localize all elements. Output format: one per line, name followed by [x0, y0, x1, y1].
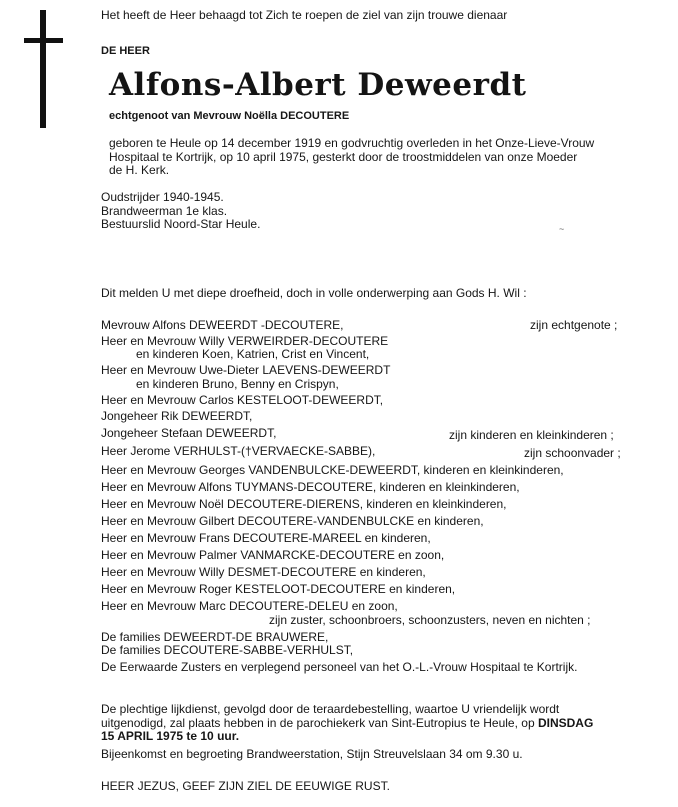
mourner-relation: zijn echtgenote ; — [530, 318, 618, 332]
mourner-line: Mevrouw Alfons DEWEERDT -DECOUTERE, — [101, 318, 344, 332]
family-line: De families DEWEERDT-DE BRAUWERE, — [101, 630, 329, 644]
mourner-line: Heer en Mevrouw Carlos KESTELOOT-DEWEERDT, — [101, 393, 384, 407]
birth-death-line: Hospitaal te Kortrijk, op 10 april 1975, gesterkt door de troostmiddelen van onze Moeder — [109, 149, 578, 164]
service-line: uitgenodigd, zal plaats hebben in de parochiekerk van Sint-Eutropius te Heule, op DINSDAG — [101, 715, 594, 730]
mourner-line: Heer en Mevrouw Noël DECOUTERE-DIERENS, kinderen en kleinkinderen, — [101, 497, 507, 511]
cross-icon-bar — [24, 38, 63, 43]
mourner-line: Heer en Mevrouw Alfons TUYMANS-DECOUTERE, kinderen en kleinkinderen, — [101, 480, 520, 494]
role-item: Bestuurslid Noord-Star Heule. — [101, 217, 261, 231]
mourner-line: Jongeheer Rik DEWEERDT, — [101, 409, 253, 423]
mourner-relation: zijn schoonvader ; — [524, 446, 621, 460]
relatives-line: zijn zuster, schoonbroers, schoonzusters, neven en nichten ; — [269, 613, 591, 627]
mourner-line: Heer en Mevrouw Roger KESTELOOT-DECOUTERE en kinderen, — [101, 582, 456, 596]
birth-death-line: de H. Kerk. — [109, 163, 170, 177]
deceased-name: Alfons-Albert Deweerdt — [109, 67, 527, 103]
mourner-line: en kinderen Bruno, Benny en Crispyn, — [136, 377, 339, 391]
mourner-line: Heer Jerome VERHULST-(†VERVAECKE-SABBE), — [101, 444, 376, 458]
role-item: Oudstrijder 1940-1945. — [101, 190, 224, 204]
mourner-line: Heer en Mevrouw Frans DECOUTERE-MAREEL en kinderen, — [101, 531, 431, 545]
spouse-line: echtgenoot van Mevrouw Noëlla DECOUTERE — [109, 110, 350, 122]
service-line: De plechtige lijkdienst, gevolgd door de teraardebestelling, waartoe U vriendelijk wordt — [101, 702, 560, 716]
birth-death-line: geboren te Heule op 14 december 1919 en godvruchtig overleden in het Onze-Lieve-Vrouw — [109, 136, 595, 150]
closing-prayer: HEER JEZUS, GEEF ZIJN ZIEL DE EEUWIGE RUST. — [101, 779, 390, 793]
service-day: DINSDAG — [537, 715, 594, 730]
cross-icon — [40, 10, 46, 128]
mourner-line: Jongeheer Stefaan DEWEERDT, — [101, 426, 277, 440]
mourner-line: Heer en Mevrouw Willy DESMET-DECOUTERE en kinderen, — [101, 565, 426, 579]
title-prefix: DE HEER — [101, 45, 150, 57]
gathering-line: Bijeenkomst en begroeting Brandweerstation, Stijn Streuvelslaan 34 om 9.30 u. — [101, 747, 523, 761]
mourner-line: en kinderen Koen, Katrien, Crist en Vincent, — [136, 347, 370, 361]
service-date: 15 APRIL 1975 te 10 uur. — [101, 729, 240, 743]
role-item: Brandweerman 1e klas. — [101, 203, 228, 218]
mourner-relation: zijn kinderen en kleinkinderen ; — [449, 428, 614, 442]
mourner-line: Heer en Mevrouw Uwe-Dieter LAEVENS-DEWEERDT — [101, 363, 391, 377]
intro-text: Het heeft de Heer behaagd tot Zich te roepen de ziel van zijn trouwe dienaar — [101, 8, 508, 22]
family-line: De families DECOUTERE-SABBE-VERHULST, — [101, 643, 354, 657]
mourner-line: Heer en Mevrouw Georges VANDENBULCKE-DEWEERDT, kinderen en kleinkinderen, — [101, 463, 564, 477]
announcement: Dit melden U met diepe droefheid, doch in volle onderwerping aan Gods H. Wil : — [101, 286, 527, 300]
sisters-line: De Eerwaarde Zusters en verplegend personeel van het O.-L.-Vrouw Hospitaal te Kortrijk. — [101, 660, 578, 674]
mourner-line: Heer en Mevrouw Gilbert DECOUTERE-VANDENBULCKE en kinderen, — [101, 514, 484, 528]
mourner-line: Heer en Mevrouw Willy VERWEIRDER-DECOUTERE — [101, 334, 389, 348]
scan-smudge: ~ — [559, 224, 565, 234]
birth-death-paragraph — [109, 137, 594, 178]
mourner-line: Heer en Mevrouw Marc DECOUTERE-DELEU en zoon, — [101, 599, 398, 613]
mourner-line: Heer en Mevrouw Palmer VANMARCKE-DECOUTERE en zoon, — [101, 548, 445, 562]
roles-list — [101, 191, 260, 232]
service-paragraph — [101, 703, 593, 744]
